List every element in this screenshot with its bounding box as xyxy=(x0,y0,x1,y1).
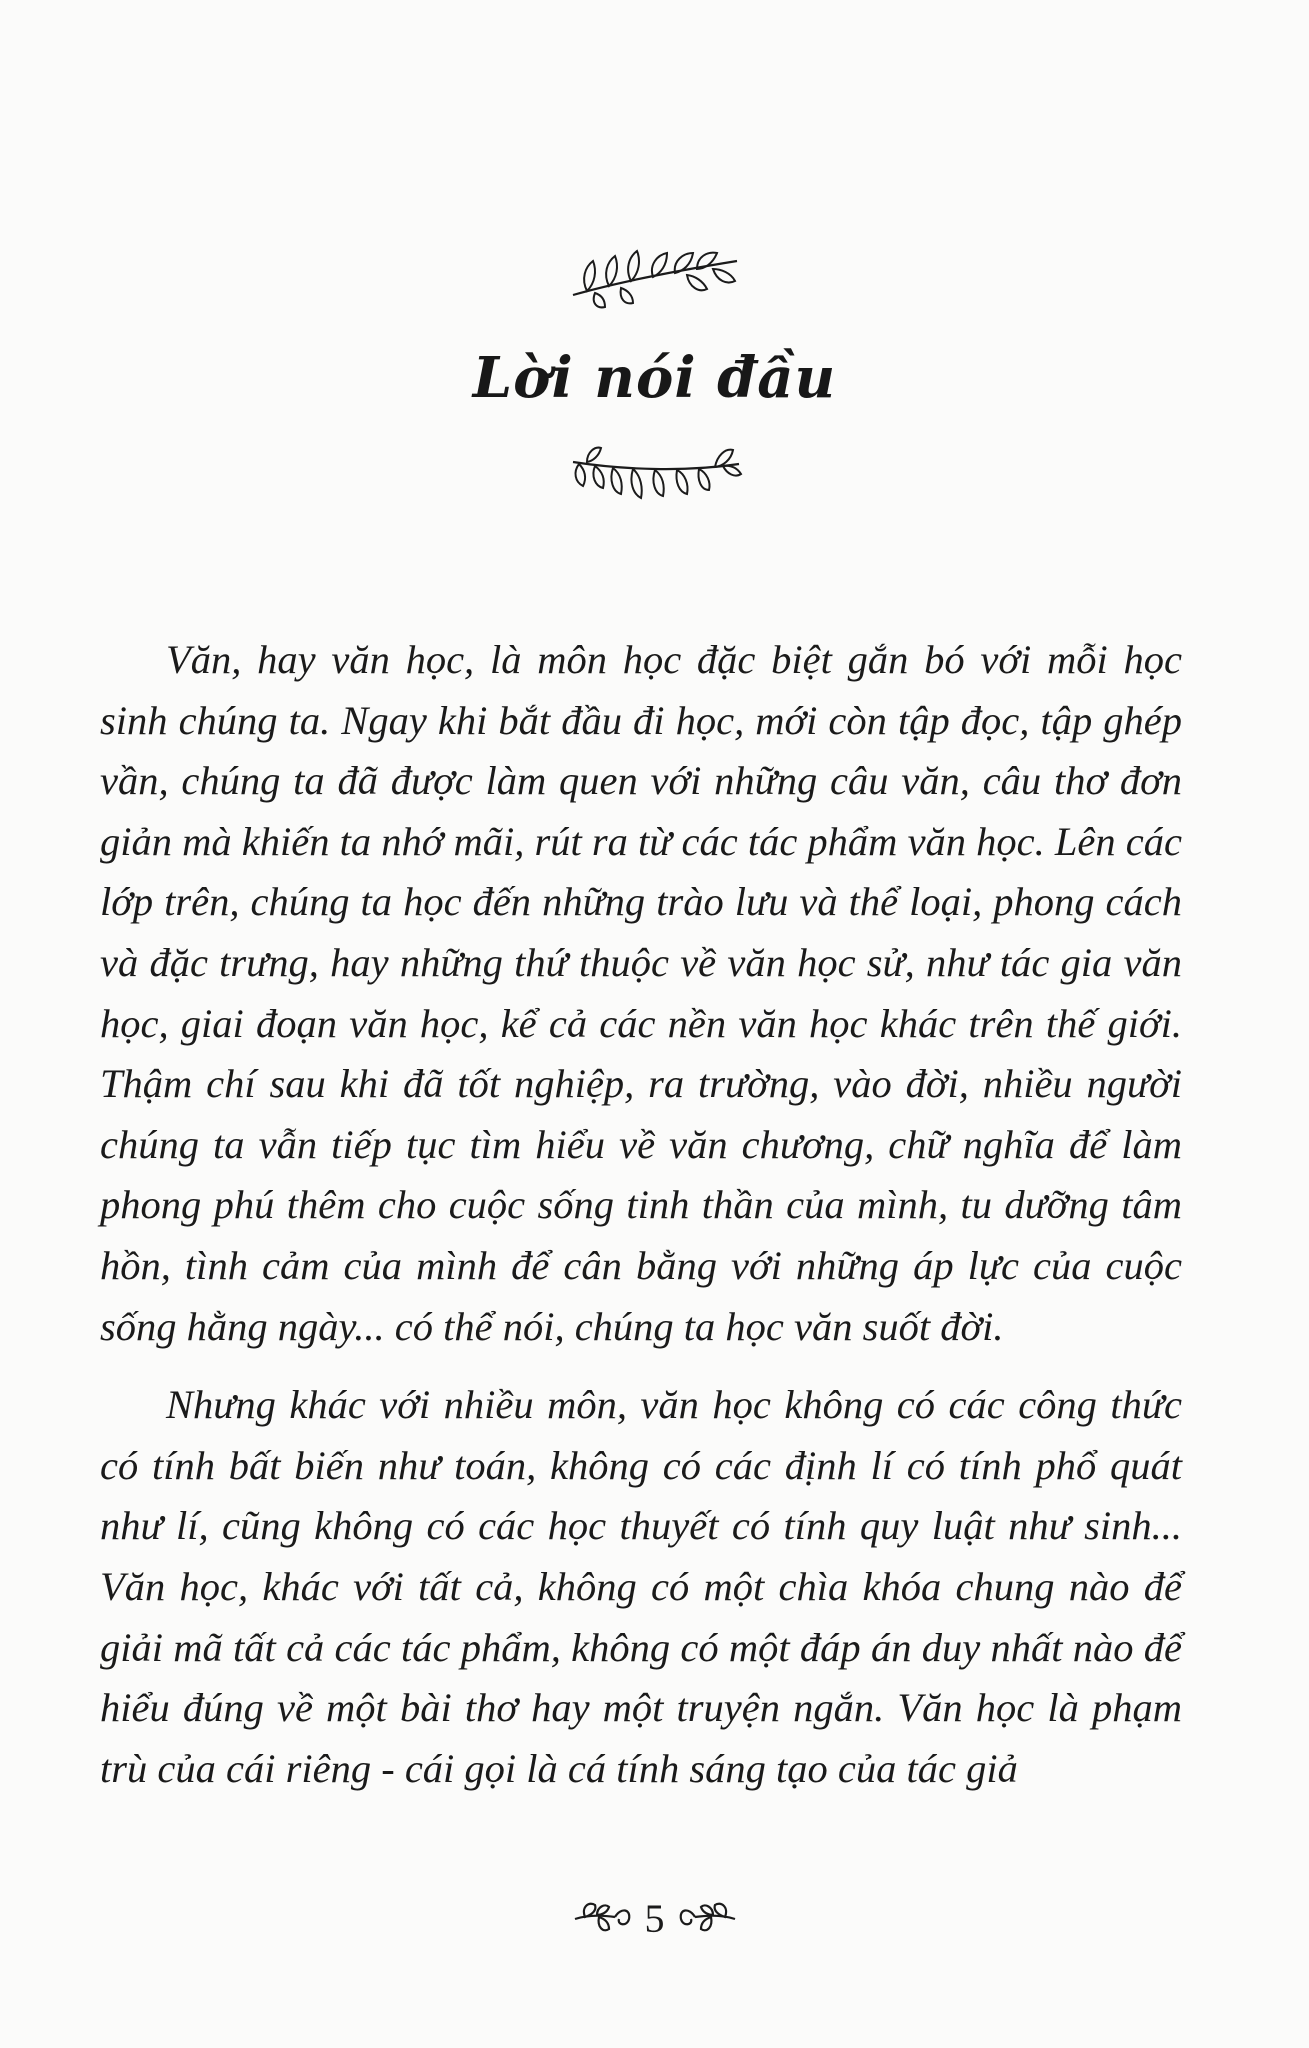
floral-flourish-icon xyxy=(571,1897,635,1941)
floral-flourish-icon xyxy=(675,1897,739,1941)
paragraph-2: Nhưng khác với nhiều môn, văn học không có các công thức có tính bất biến như toán, không có các định lí có tính phổ quát như lí, cũng không có các học thuyết có tính quy luật như sinh... Văn học, khác với tất cả, không có một chìa khóa chung nào để giải mã tất cả các tác phẩm, không có một đáp án duy nhất nào để hiểu đúng về một bài thơ hay một truyện ngắn. Văn học là phạm trù của cái riêng - cái gọi là cá tính sáng tạo của tác giả xyxy=(100,1382,1182,1791)
page-footer xyxy=(0,1897,1309,1941)
leaf-branch-icon xyxy=(0,243,1309,313)
page-title: Lời nói đầu xyxy=(472,345,837,411)
body-text xyxy=(100,630,1182,1817)
page-number: 5 xyxy=(644,1896,665,1941)
paragraph-1: Văn, hay văn học, là môn học đặc biệt gắn bó với mỗi học sinh chúng ta. Ngay khi bắt đầu đi học, mới còn tập đọc, tập ghép vần, chúng ta đã được làm quen với những câu văn, câu thơ đơn giản mà khiến ta nhớ mãi, rút ra từ các tác phẩm văn học. Lên các lớp trên, chúng ta học đến những trào lưu và thể loại, phong cách và đặc trưng, hay những thứ thuộc về văn học sử, như tác gia văn học, giai đoạn văn học, kể cả các nền văn học khác trên thế giới. Thậm chí sau khi đã tốt nghiệp, ra trường, vào đời, nhiều người chúng ta vẫn tiếp tục tìm hiểu về văn chương, chữ nghĩa để làm phong phú thêm cho cuộc sống tinh thần của mình, tu dưỡng tâm hồn, tình cảm của mình để cân bằng với những áp lực của cuộc sống hằng ngày... có thể nói, chúng ta học văn suốt đời. xyxy=(100,637,1182,1349)
leaf-branch-icon xyxy=(0,442,1309,512)
